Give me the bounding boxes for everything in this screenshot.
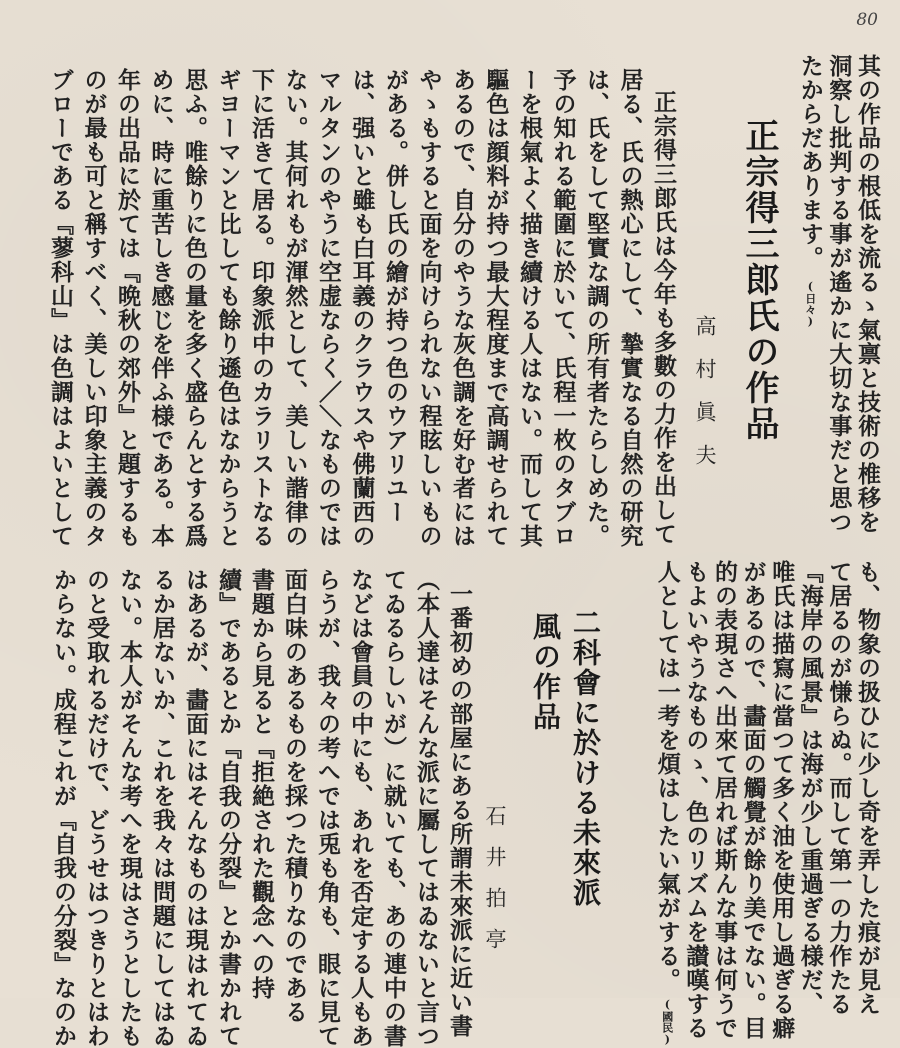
body-column: のと受取れるだけで、どうせはつきりとはわ bbox=[83, 568, 110, 1048]
body-column: 續』であるとか『自我の分裂』とか書かれて bbox=[215, 568, 242, 1048]
body-column: のが最も可と稱すべく、美しい印象主義のタ bbox=[80, 68, 108, 548]
body-column: やゝもすると面を向けられない程眩しいもの bbox=[415, 68, 443, 548]
bottom-continuation-line: 『海岸の風景』は海が少し重過ぎる様だ、 bbox=[796, 560, 824, 1016]
body-column: 驅色は顔料が持つ最大程度まで高調せられて bbox=[482, 68, 510, 548]
body-column: ギヨーマンと比しても餘り遜色はなからうと bbox=[214, 68, 242, 548]
bottom-continuation-line: て居るのが慊らぬ。而して第一の力作たる bbox=[825, 560, 853, 1016]
body-column: 正宗得三郎氏は今年も多數の力作を出して bbox=[650, 90, 677, 546]
top-continuation-line: たからだあります。(日々) bbox=[796, 54, 824, 328]
article-title: 正宗得三郎氏の作品 bbox=[739, 118, 779, 442]
body-column: 書題から見ると『拒絶された觀念への持 bbox=[248, 568, 275, 1000]
body-column: は、氏をして堅實な調の所有者たらしめた。 bbox=[583, 68, 610, 548]
body-column: 一番初めの部屋にある所謂未來派に近い書 bbox=[446, 582, 473, 1038]
body-column: からない。成程これが『自我の分裂』なのか bbox=[50, 568, 77, 1048]
body-column: あるので、自分のやうな灰色調を好む者には bbox=[449, 68, 476, 548]
body-column: るか居ないか、これを我々は問題にしてはゐ bbox=[149, 568, 176, 1048]
body-column: 面白味のあるものを採つた積りなのである bbox=[281, 568, 308, 1024]
body-column: ーを根氣よく描き續ける人はない。而して其 bbox=[516, 68, 543, 548]
body-column: ない。本人がそんな考へを現はさうとしたも bbox=[116, 568, 143, 1048]
top-continuation-line: 洞察し批判する事が遙かに大切な事だと思つ bbox=[825, 54, 853, 534]
article-title-line: 風の作品 bbox=[529, 612, 562, 732]
body-column: は、强いと雖も白耳義のクラウスや佛蘭西の bbox=[348, 68, 376, 548]
body-column: めに、時に重苦しき感じを伴ふ様である。本 bbox=[147, 68, 175, 548]
body-column: 居る、氏の熱心にして、摯實なる自然の研究 bbox=[616, 68, 644, 548]
body-column: 下に活きて居る。印象派中のカラリストなる bbox=[248, 68, 275, 548]
body-column: はあるが、畵面にはそんなものは現はれてゐ bbox=[182, 568, 209, 1048]
page-number: 80 bbox=[856, 10, 878, 30]
body-column: マルタンのやうに空虚ならく／＼なものでは bbox=[315, 68, 342, 548]
article-author: 石井拍亭 bbox=[483, 805, 507, 969]
bottom-continuation-line: があるので、畵面の觸覺が餘り美でない。目 bbox=[739, 560, 767, 1040]
body-column: 予の知れる範圍に於いて、氏程一枚のタブロ bbox=[549, 68, 577, 548]
bottom-continuation-line: 人としては一考を煩はしたい氣がする。(國民) bbox=[653, 560, 681, 1046]
body-column: らうが、我々の考へでは兎も角も、眼に見て bbox=[314, 568, 341, 1048]
bottom-continuation-line: もよいやうなものゝ、色のリズムを讃嘆する bbox=[682, 560, 710, 1040]
article-author: 高村眞夫 bbox=[693, 315, 717, 487]
bottom-continuation-line: 的の表現さへ出來て居れば斯んな事は何うで bbox=[711, 560, 738, 1040]
top-continuation-line: 其の作品の根低を流るゝ氣禀と技術の椎移を bbox=[854, 54, 881, 534]
body-column: 年の出品に於ては『晩秋の郊外』と題するも bbox=[114, 68, 141, 548]
source-note: (國民) bbox=[660, 998, 674, 1046]
article-title-line: 二科會に於ける未來派 bbox=[569, 608, 602, 908]
bottom-continuation-line: も、物象の扱ひに少し奇を弄した痕が見え bbox=[854, 560, 881, 1016]
bottom-continuation-line: 唯氏は描寫に當つて多く油を使用し過ぎる癖 bbox=[768, 560, 796, 1040]
source-note: (日々) bbox=[803, 280, 817, 328]
body-column: 思ふ。唯餘りに色の量を多く盛らんとする爲 bbox=[181, 68, 208, 548]
body-column: （本人達はそんな派に屬してはゐないと言つ bbox=[413, 568, 440, 1048]
body-column: てゐるらしいが）に就いても、あの連中の書 bbox=[380, 568, 407, 1048]
body-column: ない。其何れもが渾然として、美しい諧律の bbox=[281, 68, 309, 548]
body-column: がある。併し氏の繪が持つ色のウアリユー bbox=[382, 68, 409, 524]
body-column: ブローである『蓼科山』は色調はよいとして bbox=[47, 68, 74, 548]
body-column: などは會員の中にも、あれを否定する人もあ bbox=[347, 568, 374, 1048]
